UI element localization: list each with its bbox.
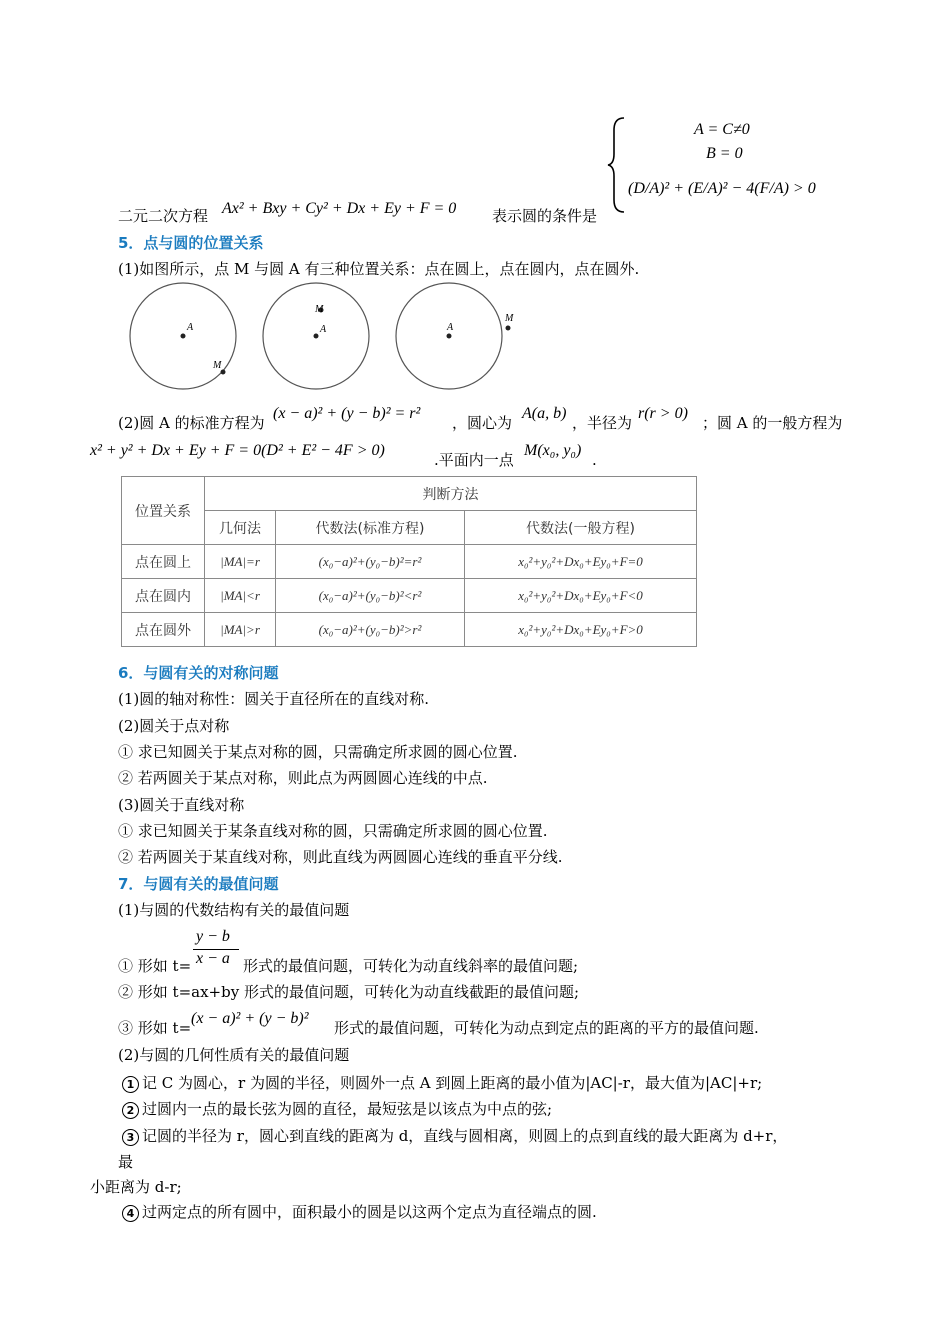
row-gen: x₀²+y₀²+Dx₀+Ey₀+F=0	[465, 545, 697, 579]
section5-p2-a: (2)圆 A 的标准方程为	[118, 414, 265, 432]
table-subheader-geo: 几何法	[205, 511, 276, 545]
fraction-numerator: y − b	[196, 928, 230, 945]
system-brace	[606, 116, 628, 214]
condition-lead: 二元二次方程	[118, 207, 209, 225]
item1-lead: ① 形如 t=	[118, 957, 192, 975]
position-judgement-table	[121, 476, 697, 647]
row-std: (x₀−a)²+(y₀−b)²<r²	[276, 579, 465, 613]
row-relation: 点在圆外	[122, 613, 205, 647]
section7-p1: (1)与圆的代数结构有关的最值问题	[118, 901, 350, 919]
row-std: (x₀−a)²+(y₀−b)²=r²	[276, 545, 465, 579]
condition-tail: 表示圆的条件是	[492, 207, 598, 225]
geo-item-4: 4 过两定点的所有圆中，面积最小的圆是以这两个定点为直径端点的圆.	[122, 1202, 597, 1222]
table-row	[122, 579, 697, 613]
table-header-method: 判断方法	[205, 477, 697, 511]
row-gen: x₀²+y₀²+Dx₀+Ey₀+F<0	[465, 579, 697, 613]
section6-line: (2)圆关于点对称	[118, 717, 230, 735]
section5-p2-f: .	[592, 451, 597, 469]
position-figure	[126, 282, 526, 396]
table-subheader-std: 代数法(标准方程)	[276, 511, 465, 545]
section5-p2-e: .平面内一点	[434, 451, 514, 469]
system-eq-3: (D/A)² + (E/A)² − 4(F/A) > 0	[628, 180, 816, 197]
label-a-3: A	[447, 322, 454, 333]
section5-title: 5．点与圆的位置关系	[118, 234, 264, 252]
point-expression: M(x₀, y₀)	[524, 442, 582, 459]
geo-item-1: 1 记 C 为圆心，r 为圆的半径，则圆外一点 A 到圆上距离的最小值为|AC|-r，最大值为|AC|+r;	[122, 1073, 762, 1093]
section6-line: ① 求已知圆关于某条直线对称的圆，只需确定所求圆的圆心位置.	[118, 822, 548, 840]
row-std: (x₀−a)²+(y₀−b)²>r²	[276, 613, 465, 647]
geo-item-3-cont2: 小距离为 d-r;	[90, 1178, 182, 1196]
table-row	[122, 613, 697, 647]
row-geo: |MA|=r	[205, 545, 276, 579]
table-subheader-gen: 代数法(一般方程)	[465, 511, 697, 545]
system-eq-2: B = 0	[706, 145, 743, 162]
section6-line: ② 若两圆关于某直线对称，则此直线为两圆圆心连线的垂直平分线.	[118, 848, 563, 866]
section5-p1: (1)如图所示，点 M 与圆 A 有三种位置关系：点在圆上，点在圆内，点在圆外.	[118, 260, 640, 278]
circled-number: 2	[122, 1102, 139, 1119]
section7-title: 7．与圆有关的最值问题	[118, 875, 279, 893]
label-m-2: M	[315, 304, 324, 315]
section5-p2-b: ，圆心为	[452, 414, 513, 432]
geo-item-3: 3 记圆的半径为 r，圆心到直线的距离为 d，直线与圆相离，则圆上的点到直线的最大距离为 d+r，	[122, 1126, 787, 1146]
system-eq-1: A = C≠0	[694, 121, 750, 138]
circled-number: 3	[122, 1129, 139, 1146]
item2: ② 形如 t=ax+by 形式的最值问题，可转化为动直线截距的最值问题;	[118, 983, 580, 1001]
section6-line: ② 若两圆关于某点对称，则此点为两圆圆心连线的中点.	[118, 769, 488, 787]
label-a-1: A	[187, 322, 194, 333]
condition-equation: Ax² + Bxy + Cy² + Dx + Ey + F = 0	[222, 200, 457, 217]
section5-p2-d: ；圆 A 的一般方程为	[702, 414, 843, 432]
geo-item-3-cont1: 最	[118, 1153, 134, 1171]
row-gen: x₀²+y₀²+Dx₀+Ey₀+F>0	[465, 613, 697, 647]
label-m-1: M	[213, 360, 222, 371]
row-relation: 点在圆上	[122, 545, 205, 579]
standard-equation: (x − a)² + (y − b)² = r²	[273, 405, 421, 422]
section6-title: 6．与圆有关的对称问题	[118, 664, 279, 682]
item3-expression: (x − a)² + (y − b)²	[191, 1010, 309, 1027]
item3-lead: ③ 形如 t=	[118, 1019, 192, 1037]
label-m-3: M	[505, 313, 514, 324]
circled-number: 4	[122, 1205, 139, 1222]
radius-expression: r(r > 0)	[638, 405, 688, 422]
row-geo: |MA|<r	[205, 579, 276, 613]
circled-number: 1	[122, 1076, 139, 1093]
label-a-2: A	[320, 324, 327, 335]
section6-line: ① 求已知圆关于某点对称的圆，只需确定所求圆的圆心位置.	[118, 743, 518, 761]
table-header-relation: 位置关系	[122, 477, 205, 545]
center-expression: A(a, b)	[522, 405, 567, 422]
section6-line: (3)圆关于直线对称	[118, 796, 245, 814]
section7-p2: (2)与圆的几何性质有关的最值问题	[118, 1046, 350, 1064]
row-relation: 点在圆内	[122, 579, 205, 613]
row-geo: |MA|>r	[205, 613, 276, 647]
geo-item-2: 2 过圆内一点的最长弦为圆的直径，最短弦是以该点为中点的弦;	[122, 1099, 552, 1119]
general-equation: x² + y² + Dx + Ey + F = 0(D² + E² − 4F > 0)	[90, 442, 385, 459]
item1-tail: 形式的最值问题，可转化为动直线斜率的最值问题;	[243, 957, 579, 975]
section5-p2-c: ，半径为	[572, 414, 633, 432]
item3-tail: 形式的最值问题，可转化为动点到定点的距离的平方的最值问题.	[334, 1019, 759, 1037]
table-row	[122, 545, 697, 579]
section6-line: (1)圆的轴对称性：圆关于直径所在的直线对称.	[118, 690, 430, 708]
fraction-denominator: x − a	[196, 950, 230, 967]
